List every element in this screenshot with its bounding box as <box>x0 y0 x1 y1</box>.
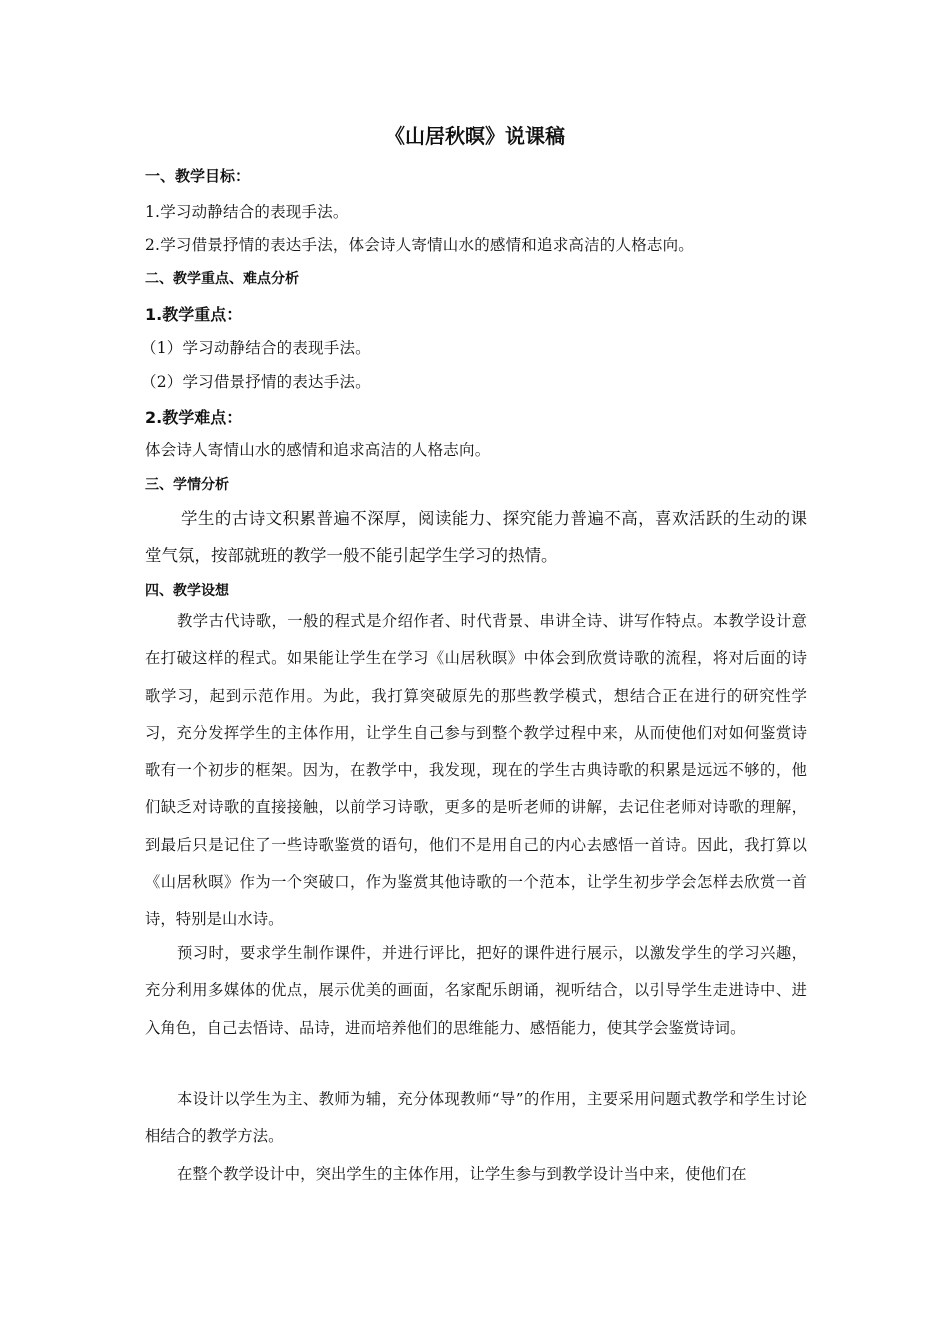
difficulty-text: 体会诗人寄情山水的感情和追求高洁的人格志向。 <box>145 441 491 459</box>
section-4-heading: 四、教学设想 <box>145 583 229 599</box>
design-paragraph-4: 在整个教学设计中，突出学生的主体作用，让学生参与到教学设计当中来，使他们在 <box>177 1165 747 1183</box>
design-paragraph-2: 预习时，要求学生制作课件，并进行评比，把好的课件进行展示，以激发学生的学习兴趣，充分利用多媒体的优点，展示优美的画面，名家配乐朗诵，视听结合，以引导学生走进诗中、进入角色，自己去悟诗、品诗，进而培养他们的思维能力、感悟能力，使其学会鉴赏诗词。 <box>145 944 807 1037</box>
learner-analysis-paragraph: 学生的古诗文积累普遍不深厚，阅读能力、探究能力普遍不高，喜欢活跃的生动的课堂气氛，按部就班的教学一般不能引起学生学习的热情。 <box>145 509 807 565</box>
focus-heading: 1.教学重点： <box>145 305 243 324</box>
focus-item-1: （1）学习动静结合的表现手法。 <box>141 339 371 357</box>
section-3-heading: 三、学情分析 <box>145 477 229 493</box>
difficulty-heading: 2.教学难点： <box>145 408 243 427</box>
section-1-heading: 一、教学目标： <box>145 167 251 185</box>
design-paragraph-1: 教学古代诗歌，一般的程式是介绍作者、时代背景、串讲全诗、讲写作特点。本教学设计意在打破这样的程式。如果能让学生在学习《山居秋暝》中体会到欣赏诗歌的流程，将对后面的诗歌学习，起到示范作用。为此，我打算突破原先的那些教学模式，想结合正在进行的研究性学习，充分发挥学生的主体作用，让学生自己参与到整个教学过程中来，从而使他们对如何鉴赏诗歌有一个初步的框架。因为，在教学中，我发现，现在的学生古典诗歌的积累是远远不够的，他们缺乏对诗歌的直接接触，以前学习诗歌，更多的是听老师的讲解，去记住老师对诗歌的理解，到最后只是记住了一些诗歌鉴赏的语句，他们不是用自己的内心去感悟一首诗。因此，我打算以《山居秋暝》作为一个突破口，作为鉴赏其他诗歌的一个范本，让学生初步学会怎样去欣赏一首诗，特别是山水诗。 <box>145 612 807 929</box>
design-paragraph-3: 本设计以学生为主、教师为辅，充分体现教师“导”的作用，主要采用问题式教学和学生讨论相结合的教学方法。 <box>145 1090 807 1146</box>
objective-item-1: 1.学习动静结合的表现手法。 <box>145 203 349 221</box>
objective-item-2: 2.学习借景抒情的表达手法，体会诗人寄情山水的感情和追求高洁的人格志向。 <box>145 236 694 254</box>
focus-item-2: （2）学习借景抒情的表达手法。 <box>141 373 371 391</box>
section-2-heading: 二、教学重点、难点分析 <box>145 271 299 287</box>
document-title: 《山居秋暝》说课稿 <box>385 124 565 148</box>
